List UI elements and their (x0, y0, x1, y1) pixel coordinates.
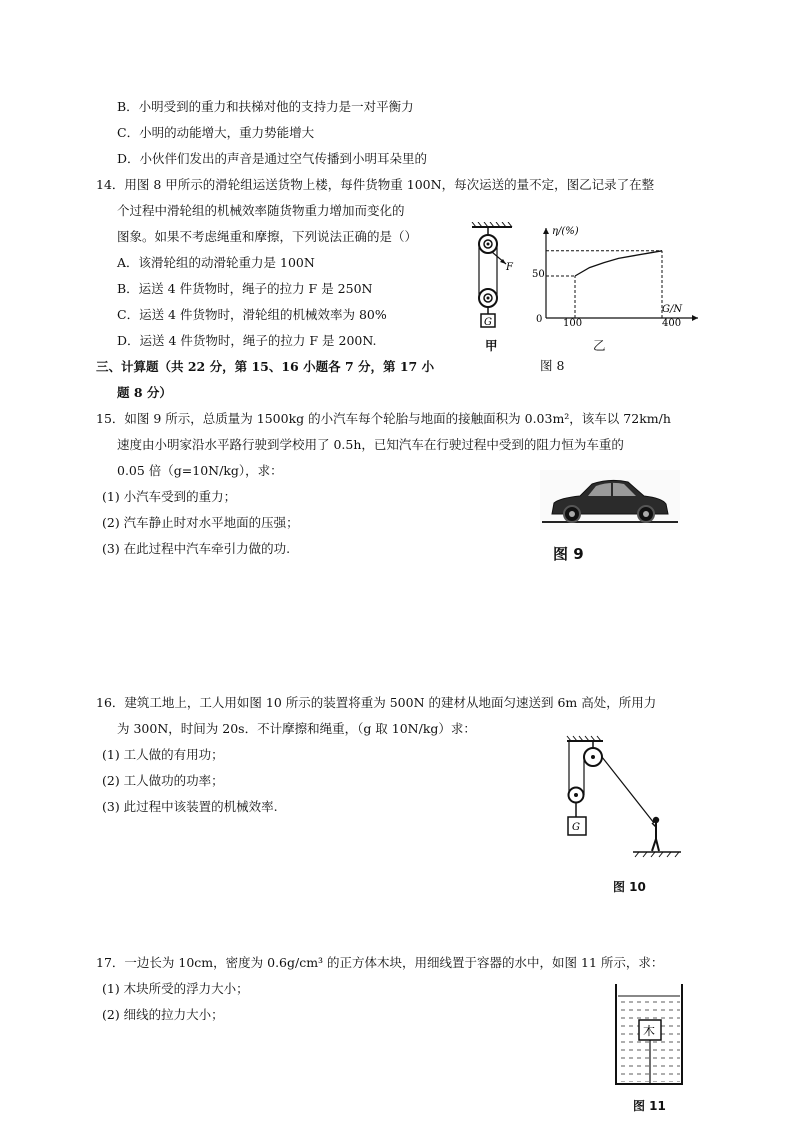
q17-stem-line1: 17．一边长为 10cm，密度为 0.6g/cm³ 的正方体木块，用细线置于容器的水中，如图 11 所示，求： (96, 955, 664, 970)
fig8-caption-yi: 乙 (593, 338, 606, 353)
fig11-block-label: 木 (643, 1024, 656, 1038)
q15-stem-line2: 速度由小明家沿水平路行驶到学校用了 0.5h，已知汽车在行驶过程中受到的阻力恒为车重的 (117, 437, 624, 452)
section3-heading-line1: 三、计算题（共 22 分，第 15、16 小题各 7 分，第 17 小 (96, 359, 435, 374)
q15-stem-line1: 15．如图 9 所示，总质量为 1500kg 的小汽车每个轮胎与地面的接触面积为 0.03m²，该车以 72km/h (96, 411, 671, 426)
q14-stem-line3: 图象。如果不考虑绳重和摩擦，下列说法正确的是（） (117, 229, 418, 244)
fig8-x-tick-0: 0 (536, 314, 543, 325)
fig10-load-label: G (572, 822, 580, 833)
q16-stem-line1: 16．建筑工地上，工人用如图 10 所示的装置将重为 500N 的建材从地面匀速送到 6m 高处，所用力 (96, 695, 657, 710)
q16-sub3: (3) 此过程中该装置的机械效率. (102, 799, 278, 814)
section3-heading-line2: 题 8 分） (117, 385, 172, 400)
q16-stem-line2: 为 300N，时间为 20s．不计摩擦和绳重，（g 取 10N/kg）求： (117, 721, 476, 736)
q14-option-b: B．运送 4 件货物时，绳子的拉力 F 是 250N (117, 281, 373, 296)
fig8-load-label: G (484, 317, 492, 328)
q17-sub2: (2) 细线的拉力大小； (102, 1007, 224, 1022)
fig10-pulley-diagram (555, 735, 685, 860)
q14-option-c: C．运送 4 件货物时，滑轮组的机械效率为 80% (117, 307, 387, 322)
q13-option-d: D．小伙伴们发出的声音是通过空气传播到小明耳朵里的 (117, 151, 428, 166)
q15-stem-line3: 0.05 倍（g=10N/kg），求： (117, 463, 283, 478)
fig8-x-tick-400: 400 (662, 318, 682, 329)
q15-sub1: (1) 小汽车受到的重力； (102, 489, 237, 504)
fig8-y-tick-50: 50 (532, 269, 545, 280)
q16-sub1: (1) 工人做的有用功； (102, 747, 224, 762)
fig8-force-label: F (506, 262, 513, 273)
q17-sub1: (1) 木块所受的浮力大小； (102, 981, 249, 996)
fig8-x-axis-label: G/N (662, 304, 683, 315)
fig8-efficiency-chart (526, 222, 706, 330)
q14-option-a: A．该滑轮组的动滑轮重力是 100N (117, 255, 315, 270)
fig9-car-image (540, 470, 680, 530)
q14-option-d: D．运送 4 件货物时，绳子的拉力 F 是 200N. (117, 333, 377, 348)
fig11-container-diagram (612, 982, 686, 1086)
q15-sub3: (3) 在此过程中汽车牵引力做的功. (102, 541, 291, 556)
fig10-caption: 图 10 (613, 880, 646, 894)
q16-sub2: (2) 工人做功的功率； (102, 773, 224, 788)
q14-stem-line1: 14．用图 8 甲所示的滑轮组运送货物上楼，每件货物重 100N，每次运送的量不定，图乙记录了在整 (96, 177, 655, 192)
q13-option-c: C．小明的动能增大，重力势能增大 (117, 125, 315, 140)
q15-sub2: (2) 汽车静止时对水平地面的压强； (102, 515, 299, 530)
q13-option-b: B．小明受到的重力和扶梯对他的支持力是一对平衡力 (117, 99, 414, 114)
fig8-efficiency-curve (575, 251, 662, 276)
q14-stem-line2: 个过程中滑轮组的机械效率随货物重力增加而变化的 (117, 203, 405, 218)
fig8-y-axis-label: η/(%) (552, 226, 579, 237)
fig9-caption: 图 9 (553, 545, 584, 563)
fig8-x-tick-100: 100 (563, 318, 583, 329)
fig8-caption: 图 8 (540, 358, 565, 373)
fig11-caption: 图 11 (633, 1099, 666, 1113)
fig8-pulley-diagram (468, 222, 518, 330)
fig8-caption-jia: 甲 (485, 338, 498, 353)
